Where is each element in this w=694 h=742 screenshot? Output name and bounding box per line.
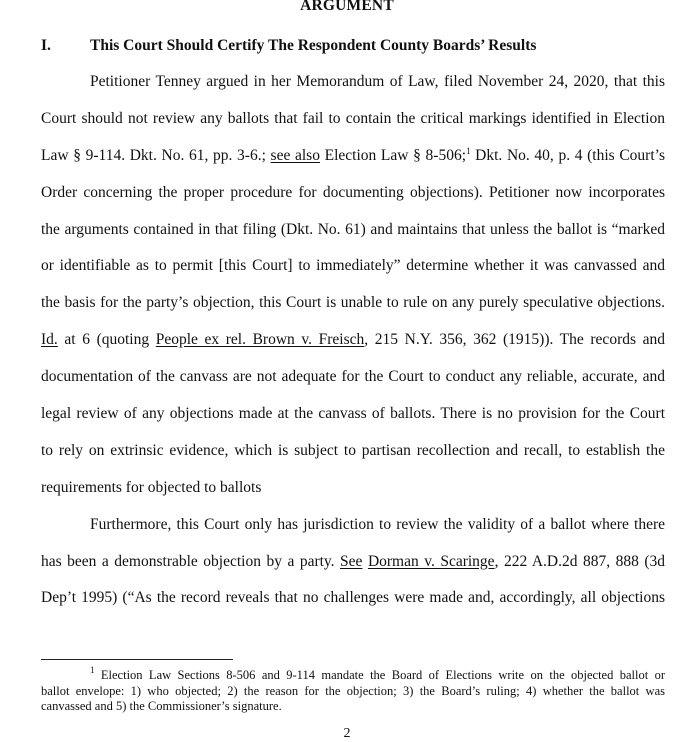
body-line-11: to rely on extrinsic evidence, which is subject to partisan recollection and recall, to establish the [41,441,665,459]
body-line-3 [41,138,665,175]
footnote-marker: 1 [90,665,95,675]
case-name-brown: People ex rel. Brown v. Freisch [155,331,365,349]
citation-text: Dkt. No. 40, p. 4 (this Court’s [470,146,665,164]
page-number: 2 [343,726,351,741]
section-title: This Court Should Certify The Respondent County Boards’ Results [90,37,537,54]
argument-body [41,64,665,617]
body-line-4: Order concerning the proper procedure for documenting objections). Petitioner now incorporates [41,183,665,201]
body-line-12: requirements for objected to ballots [41,478,262,496]
body-line-1: Petitioner Tenney argued in her Memorandum of Law, filed November 24, 2020, that this [90,73,665,90]
body-line-14 [41,544,665,581]
footnote-divider [41,659,233,660]
body-line-7: the basis for the party’s objection, this Court is unable to rule on any purely speculative objections. [41,294,665,312]
citation-text: Law § 9-114. Dkt. No. 61, pp. 3-6.; [41,146,271,164]
body-line-8 [41,322,665,359]
footnote-line-2: ballot envelope: 1) who objected; 2) the reason for the objection; 3) the Board’s ruling; 4) whether the ballot was [41,683,665,698]
body-line-9: documentation of the canvass are not adequate for the Court to conduct any reliable, accurate, and [41,368,665,386]
citation-text: at 6 (quoting [57,331,156,349]
footnote-line-1 [41,665,665,684]
footnote [41,665,665,715]
body-line-15: Dep’t 1995) (“As the record reveals that no challenges were made and, accordingly, all objections [41,589,665,607]
footnote-text: Election Law Sections 8-506 and 9-114 mandate the Board of Elections write on the objected ballot or [94,668,665,682]
citation-text: Election Law § 8-506; [319,146,466,164]
citation-text: , 222 A.D.2d 887, 888 (3d [494,552,666,570]
footnote-line-3: canvassed and 5) the Commissioner’s signature. [41,699,282,713]
see-signal: See [340,552,363,570]
footnote-reference[interactable]: 1 [466,145,471,156]
body-line-5: the arguments contained in that filing (Dkt. No. 61) and maintains that unless the ballot is “marked [41,220,665,238]
see-also-signal: see also [270,146,320,164]
id-signal: Id. [41,331,58,349]
argument-heading: ARGUMENT [300,0,394,14]
citation-text: has been a demonstrable objection by a party. [41,552,341,570]
citation-text: , 215 N.Y. 356, 362 (1915)). The records and [364,331,666,349]
case-name-dorman: Dorman v. Scaringe [367,552,495,570]
body-line-6: or identifiable as to permit [this Court] to immediately” determine whether it was canvassed and [41,257,665,275]
body-line-2: Court should not review any ballots that fail to contain the critical markings identified in Election [41,109,665,127]
section-number: I. [41,37,51,54]
body-line-10: legal review of any objections made at the canvass of ballots. There is no provision for the Court [41,405,665,423]
body-line-13: Furthermore, this Court only has jurisdiction to review the validity of a ballot where there [90,515,665,533]
